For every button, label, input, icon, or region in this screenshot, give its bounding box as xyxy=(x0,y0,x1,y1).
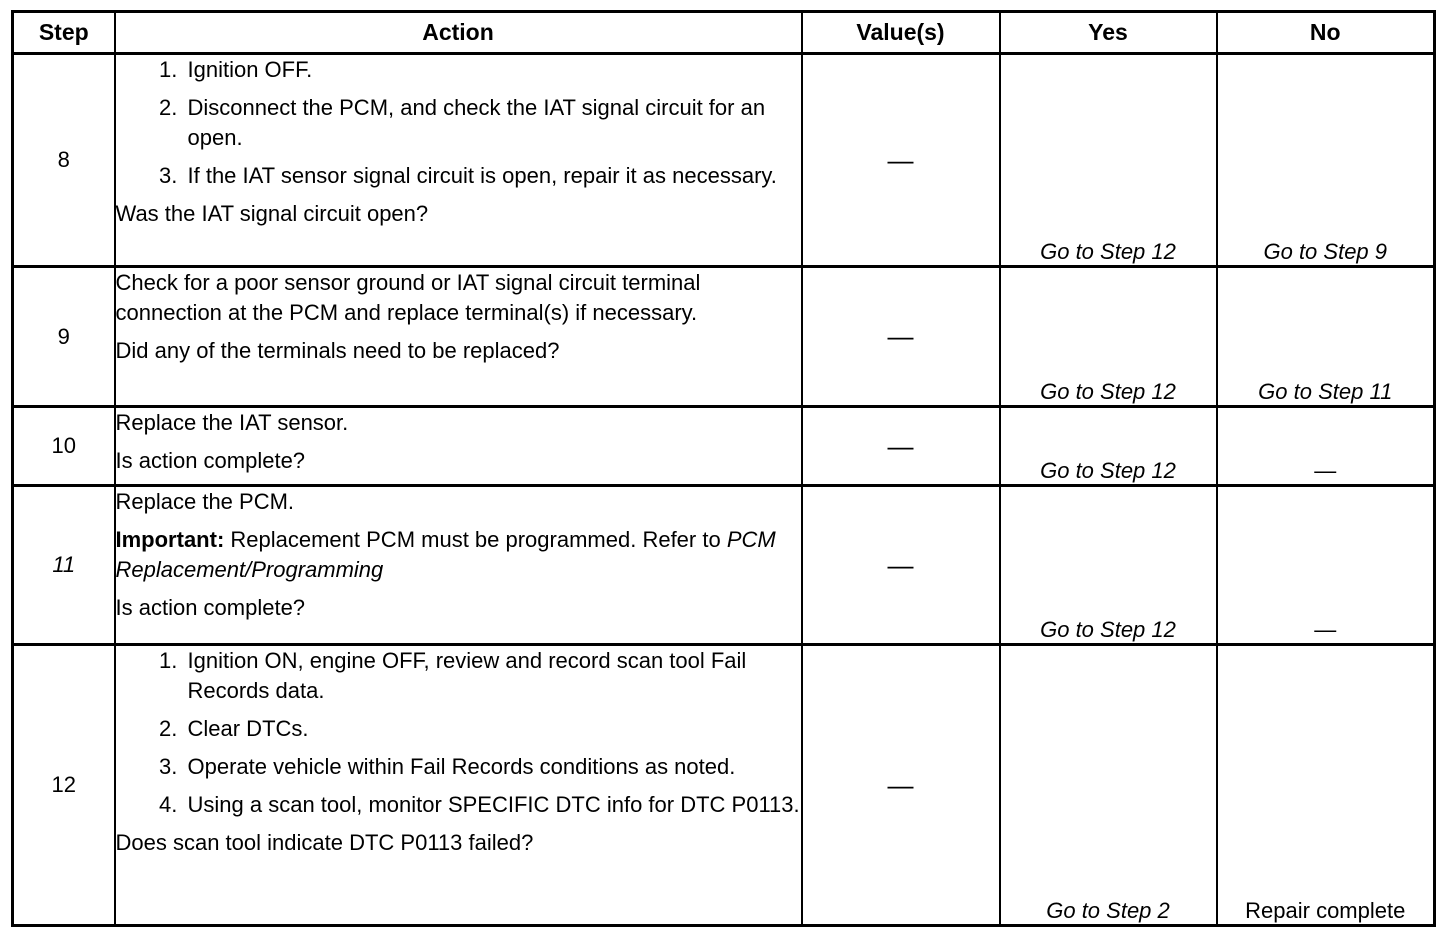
no-value: — xyxy=(1314,458,1337,483)
yes-goto: Go to Step 12 xyxy=(1040,458,1176,483)
step-number: 8 xyxy=(13,54,115,267)
action-question: Does scan tool indicate DTC P0113 failed? xyxy=(115,830,534,855)
no-cell xyxy=(1217,407,1435,486)
table-row xyxy=(13,407,1435,486)
value-cell: — xyxy=(802,407,1000,486)
action-list-item: 4. Using a scan tool, monitor SPECIFIC DTC info for DTC P0113. xyxy=(184,790,801,820)
table-row xyxy=(13,645,1435,926)
yes-cell xyxy=(1000,407,1217,486)
action-list-item: 3. Operate vehicle within Fail Records conditions as noted. xyxy=(184,752,801,782)
table-row xyxy=(13,54,1435,267)
important-note xyxy=(116,525,801,585)
action-list-item: 1. Ignition OFF. xyxy=(184,55,801,85)
no-cell xyxy=(1217,267,1435,407)
value-cell: — xyxy=(802,54,1000,267)
yes-cell xyxy=(1000,54,1217,267)
header-action: Action xyxy=(115,12,802,54)
value-cell: — xyxy=(802,486,1000,645)
yes-goto: Go to Step 12 xyxy=(1040,239,1176,264)
step-number: 10 xyxy=(13,407,115,486)
yes-goto: Go to Step 12 xyxy=(1040,379,1176,404)
table-header-row xyxy=(13,12,1435,54)
action-text: Check for a poor sensor ground or IAT signal circuit terminal connection at the PCM and replace terminal(s) if necessary. xyxy=(115,270,701,325)
value-cell: — xyxy=(802,645,1000,926)
table-row xyxy=(13,486,1435,645)
header-values: Value(s) xyxy=(802,12,1000,54)
no-cell xyxy=(1217,54,1435,267)
no-goto: Go to Step 9 xyxy=(1263,239,1388,264)
action-cell xyxy=(115,407,802,486)
action-question: Is action complete? xyxy=(115,448,306,473)
important-text: Replacement PCM must be programmed. Refer to xyxy=(230,527,721,552)
action-list-item: 2. Clear DTCs. xyxy=(184,714,801,744)
step-number: 11 xyxy=(13,486,115,645)
no-cell xyxy=(1217,486,1435,645)
no-goto: Go to Step 11 xyxy=(1258,379,1393,404)
action-question: Did any of the terminals need to be replaced? xyxy=(115,338,560,363)
yes-goto: Go to Step 2 xyxy=(1046,898,1170,923)
action-list xyxy=(116,646,801,820)
step-number: 12 xyxy=(13,645,115,926)
action-list xyxy=(116,55,801,191)
action-cell xyxy=(115,54,802,267)
action-question: Is action complete? xyxy=(115,595,306,620)
action-text: Replace the PCM. xyxy=(115,489,295,514)
yes-cell xyxy=(1000,486,1217,645)
action-cell xyxy=(115,645,802,926)
header-no: No xyxy=(1217,12,1435,54)
important-ref: PCM Replacement/Programming xyxy=(115,527,776,582)
yes-goto: Go to Step 12 xyxy=(1040,617,1176,642)
no-value: Repair complete xyxy=(1245,898,1406,923)
action-list-item: 2. Disconnect the PCM, and check the IAT signal circuit for an open. xyxy=(184,93,801,153)
header-yes: Yes xyxy=(1000,12,1217,54)
action-cell xyxy=(115,486,802,645)
diagnostic-table xyxy=(11,10,1436,927)
no-cell xyxy=(1217,645,1435,926)
header-step: Step xyxy=(13,12,115,54)
action-text: Replace the IAT sensor. xyxy=(115,410,349,435)
important-label: Important: xyxy=(115,527,225,552)
action-list-item: 1. Ignition ON, engine OFF, review and record scan tool Fail Records data. xyxy=(184,646,801,706)
no-value: — xyxy=(1314,617,1337,642)
action-list-item: 3. If the IAT sensor signal circuit is open, repair it as necessary. xyxy=(184,161,801,191)
value-cell: — xyxy=(802,267,1000,407)
yes-cell xyxy=(1000,645,1217,926)
table-row xyxy=(13,267,1435,407)
action-question: Was the IAT signal circuit open? xyxy=(115,201,429,226)
action-cell xyxy=(115,267,802,407)
yes-cell xyxy=(1000,267,1217,407)
step-number: 9 xyxy=(13,267,115,407)
